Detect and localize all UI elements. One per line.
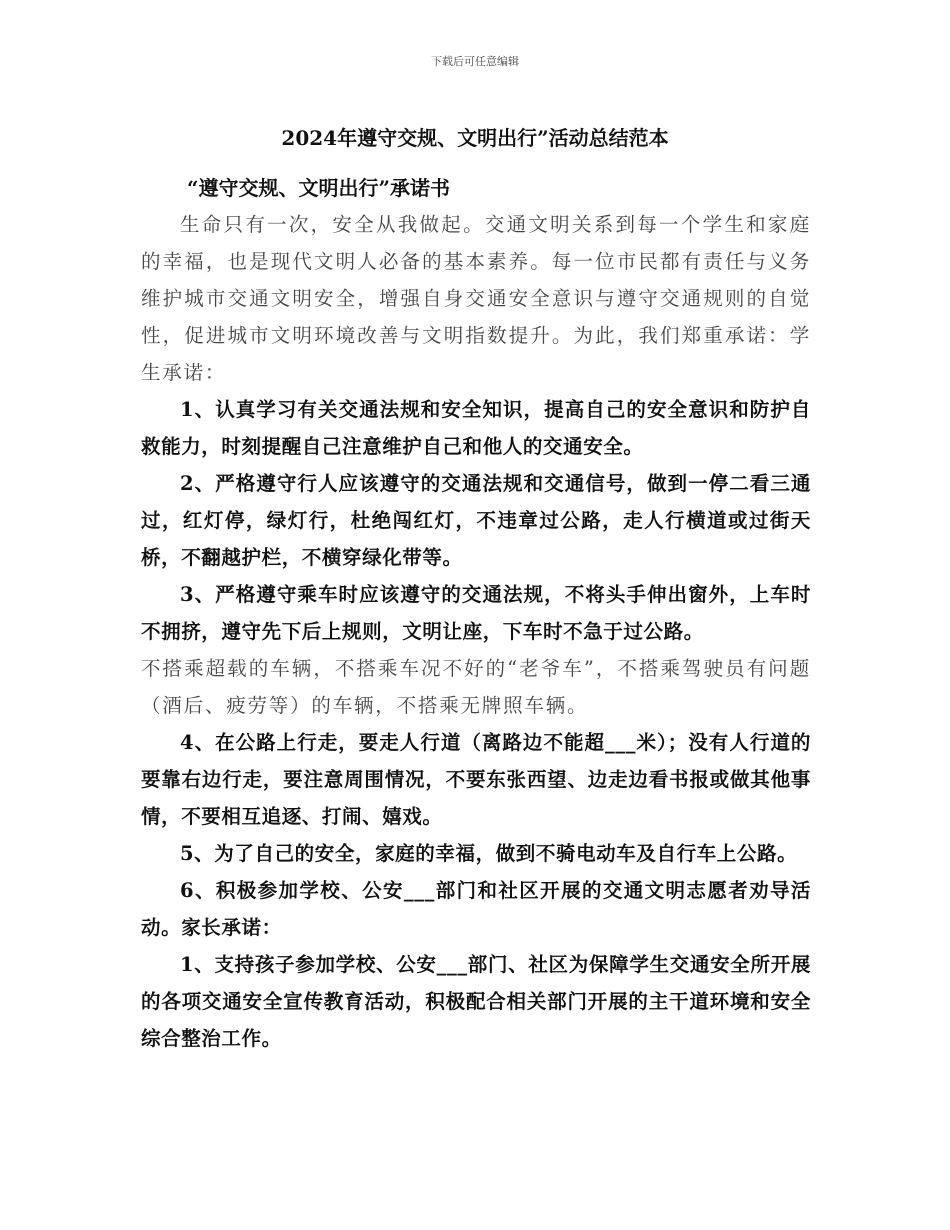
paragraph-parent-1: 1、支持孩子参加学校、公安___部门、社区为保障学生交通安全所开展的各项交通安全宣传教育活动，积极配合相关部门开展的主干道环境和安全综合整治工作。 xyxy=(141,953,811,1050)
pledge-heading: “遵守交规、文明出行”承诺书 xyxy=(187,176,451,200)
paragraph-student-3: 3、严格遵守乘车时应该遵守的交通法规，不将头手伸出窗外，上车时不拥挤，遵守先下后上规则，文明让座，下车时不急于过公路。 xyxy=(141,583,811,643)
paragraph-student-5: 5、为了自己的安全，家庭的幸福，做到不骑电动车及自行车上公路。 xyxy=(180,842,798,865)
document-title: 2024年遵守交规、文明出行”活动总结范本 xyxy=(281,126,669,150)
paragraph-student-1: 1、认真学习有关交通法规和安全知识，提高自己的安全意识和防护自救能力，时刻提醒自己注意维护自己和他人的交通安全。 xyxy=(141,398,811,458)
header-note: 下载后可任意编辑 xyxy=(431,55,519,68)
paragraph-intro: 生命只有一次，安全从我做起。交通文明关系到每一个学生和家庭的幸福，也是现代文明人必备的基本素养。每一位市民都有责任与义务维护城市交通文明安全，增强自身交通安全意识与遵守交通规则的自觉性，促进城市文明环境改善与文明指数提升。为此，我们郑重承诺：学生承诺： xyxy=(141,213,811,384)
paragraph-student-3-cont: 不搭乘超载的车辆，不搭乘车况不好的“老爷车”，不搭乘驾驶员有问题（酒后、疲劳等）的车辆，不搭乘无牌照车辆。 xyxy=(141,657,811,717)
paragraph-student-2: 2、严格遵守行人应该遵守的交通法规和交通信号，做到一停二看三通过，红灯停，绿灯行，杜绝闯红灯，不违章过公路，走人行横道或过街天桥，不翻越护栏，不横穿绿化带等。 xyxy=(141,472,811,569)
paragraph-student-4: 4、在公路上行走，要走人行道（离路边不能超___米）；没有人行道的要靠右边行走，要注意周围情况，不要东张西望、边走边看书报或做其他事情，不要相互追逐、打闹、嬉戏。 xyxy=(141,731,811,828)
body-text xyxy=(141,206,811,1057)
paragraph-student-6: 6、积极参加学校、公安___部门和社区开展的交通文明志愿者劝导活动。家长承诺： xyxy=(141,879,811,939)
